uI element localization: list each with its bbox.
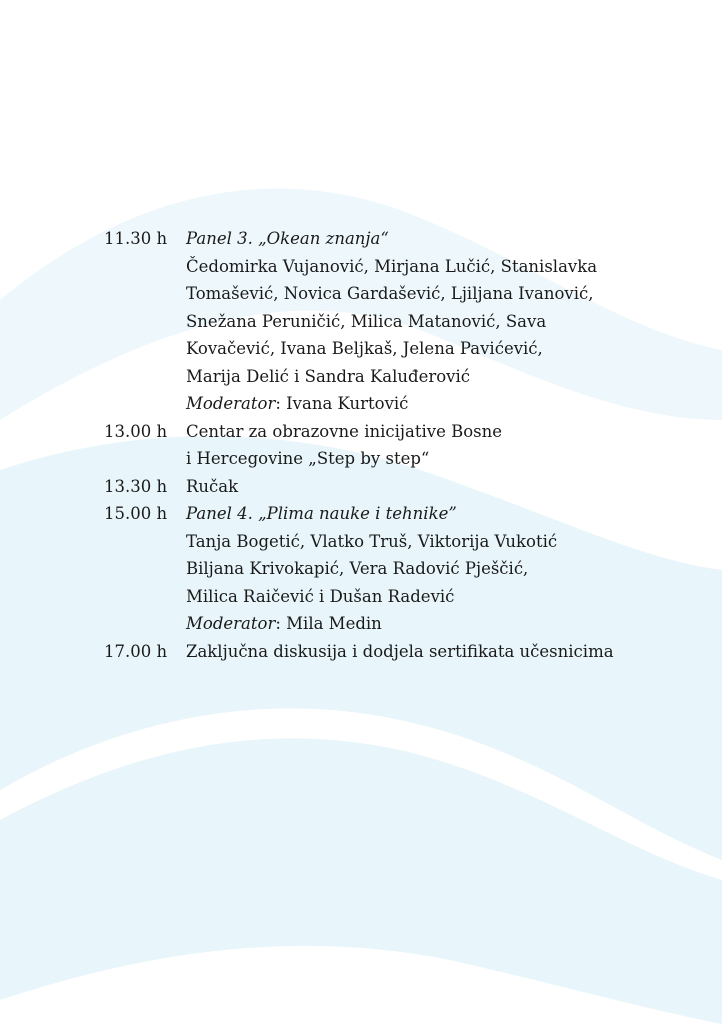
participants-line: Kovačević, Ivana Beljkaš, Jelena Pavićević, [186,339,543,358]
schedule-entry-lunch [104,473,664,501]
schedule-entry-panel-4 [104,500,664,638]
participants-line: Tanja Bogetić, Vlatko Truš, Viktorija Vukotić [186,531,558,551]
participants-line: Tomašević, Novica Gardašević, Ljiljana Ivanović, [186,284,594,303]
participants-line: Snežana Peruničić, Milica Matanović, Sava [186,311,547,331]
entry-text: Centar za obrazovne inicijative Bosne [186,421,503,441]
program-schedule [104,225,664,665]
moderator-label: Moderator [186,394,276,413]
moderator-label: Moderator [186,614,276,633]
entry-time: 17.00 h [104,641,168,661]
participants-line: Marija Delić i Sandra Kaluđerović [186,366,471,386]
entry-content [186,500,664,638]
entry-text: Zaključna diskusija i dodjela sertifikata učesnicima [186,641,614,661]
moderator-name: : Ivana Kurtović [275,394,409,413]
moderator-line [186,610,664,638]
panel-title: Panel 4. „Plima nauke i tehnike” [186,504,457,523]
participants-line: Milica Raičević i Dušan Radević [186,586,455,606]
entry-time: 13.00 h [104,421,168,441]
entry-time: 15.00 h [104,504,168,523]
entry-content [186,418,664,473]
schedule-entry-step-by-step [104,418,664,473]
entry-content [186,225,664,418]
entry-time: 11.30 h [104,229,168,248]
moderator-name: : Mila Medin [275,614,382,633]
entry-text: i Hercegovine „Step by step“ [186,449,430,468]
panel-title: Panel 3. „Okean znanja“ [186,229,389,248]
moderator-line [186,390,664,418]
participants-line: Čedomirka Vujanović, Mirjana Lučić, Stanislavka [186,256,598,276]
schedule-entry-closing [104,638,664,666]
entry-content [186,638,664,666]
schedule-entry-panel-3 [104,225,664,418]
participants-line: Biljana Krivokapić, Vera Radović Pješčić, [186,559,529,578]
entry-time: 13.30 h [104,476,168,496]
entry-content [186,473,664,501]
entry-text: Ručak [186,476,239,496]
